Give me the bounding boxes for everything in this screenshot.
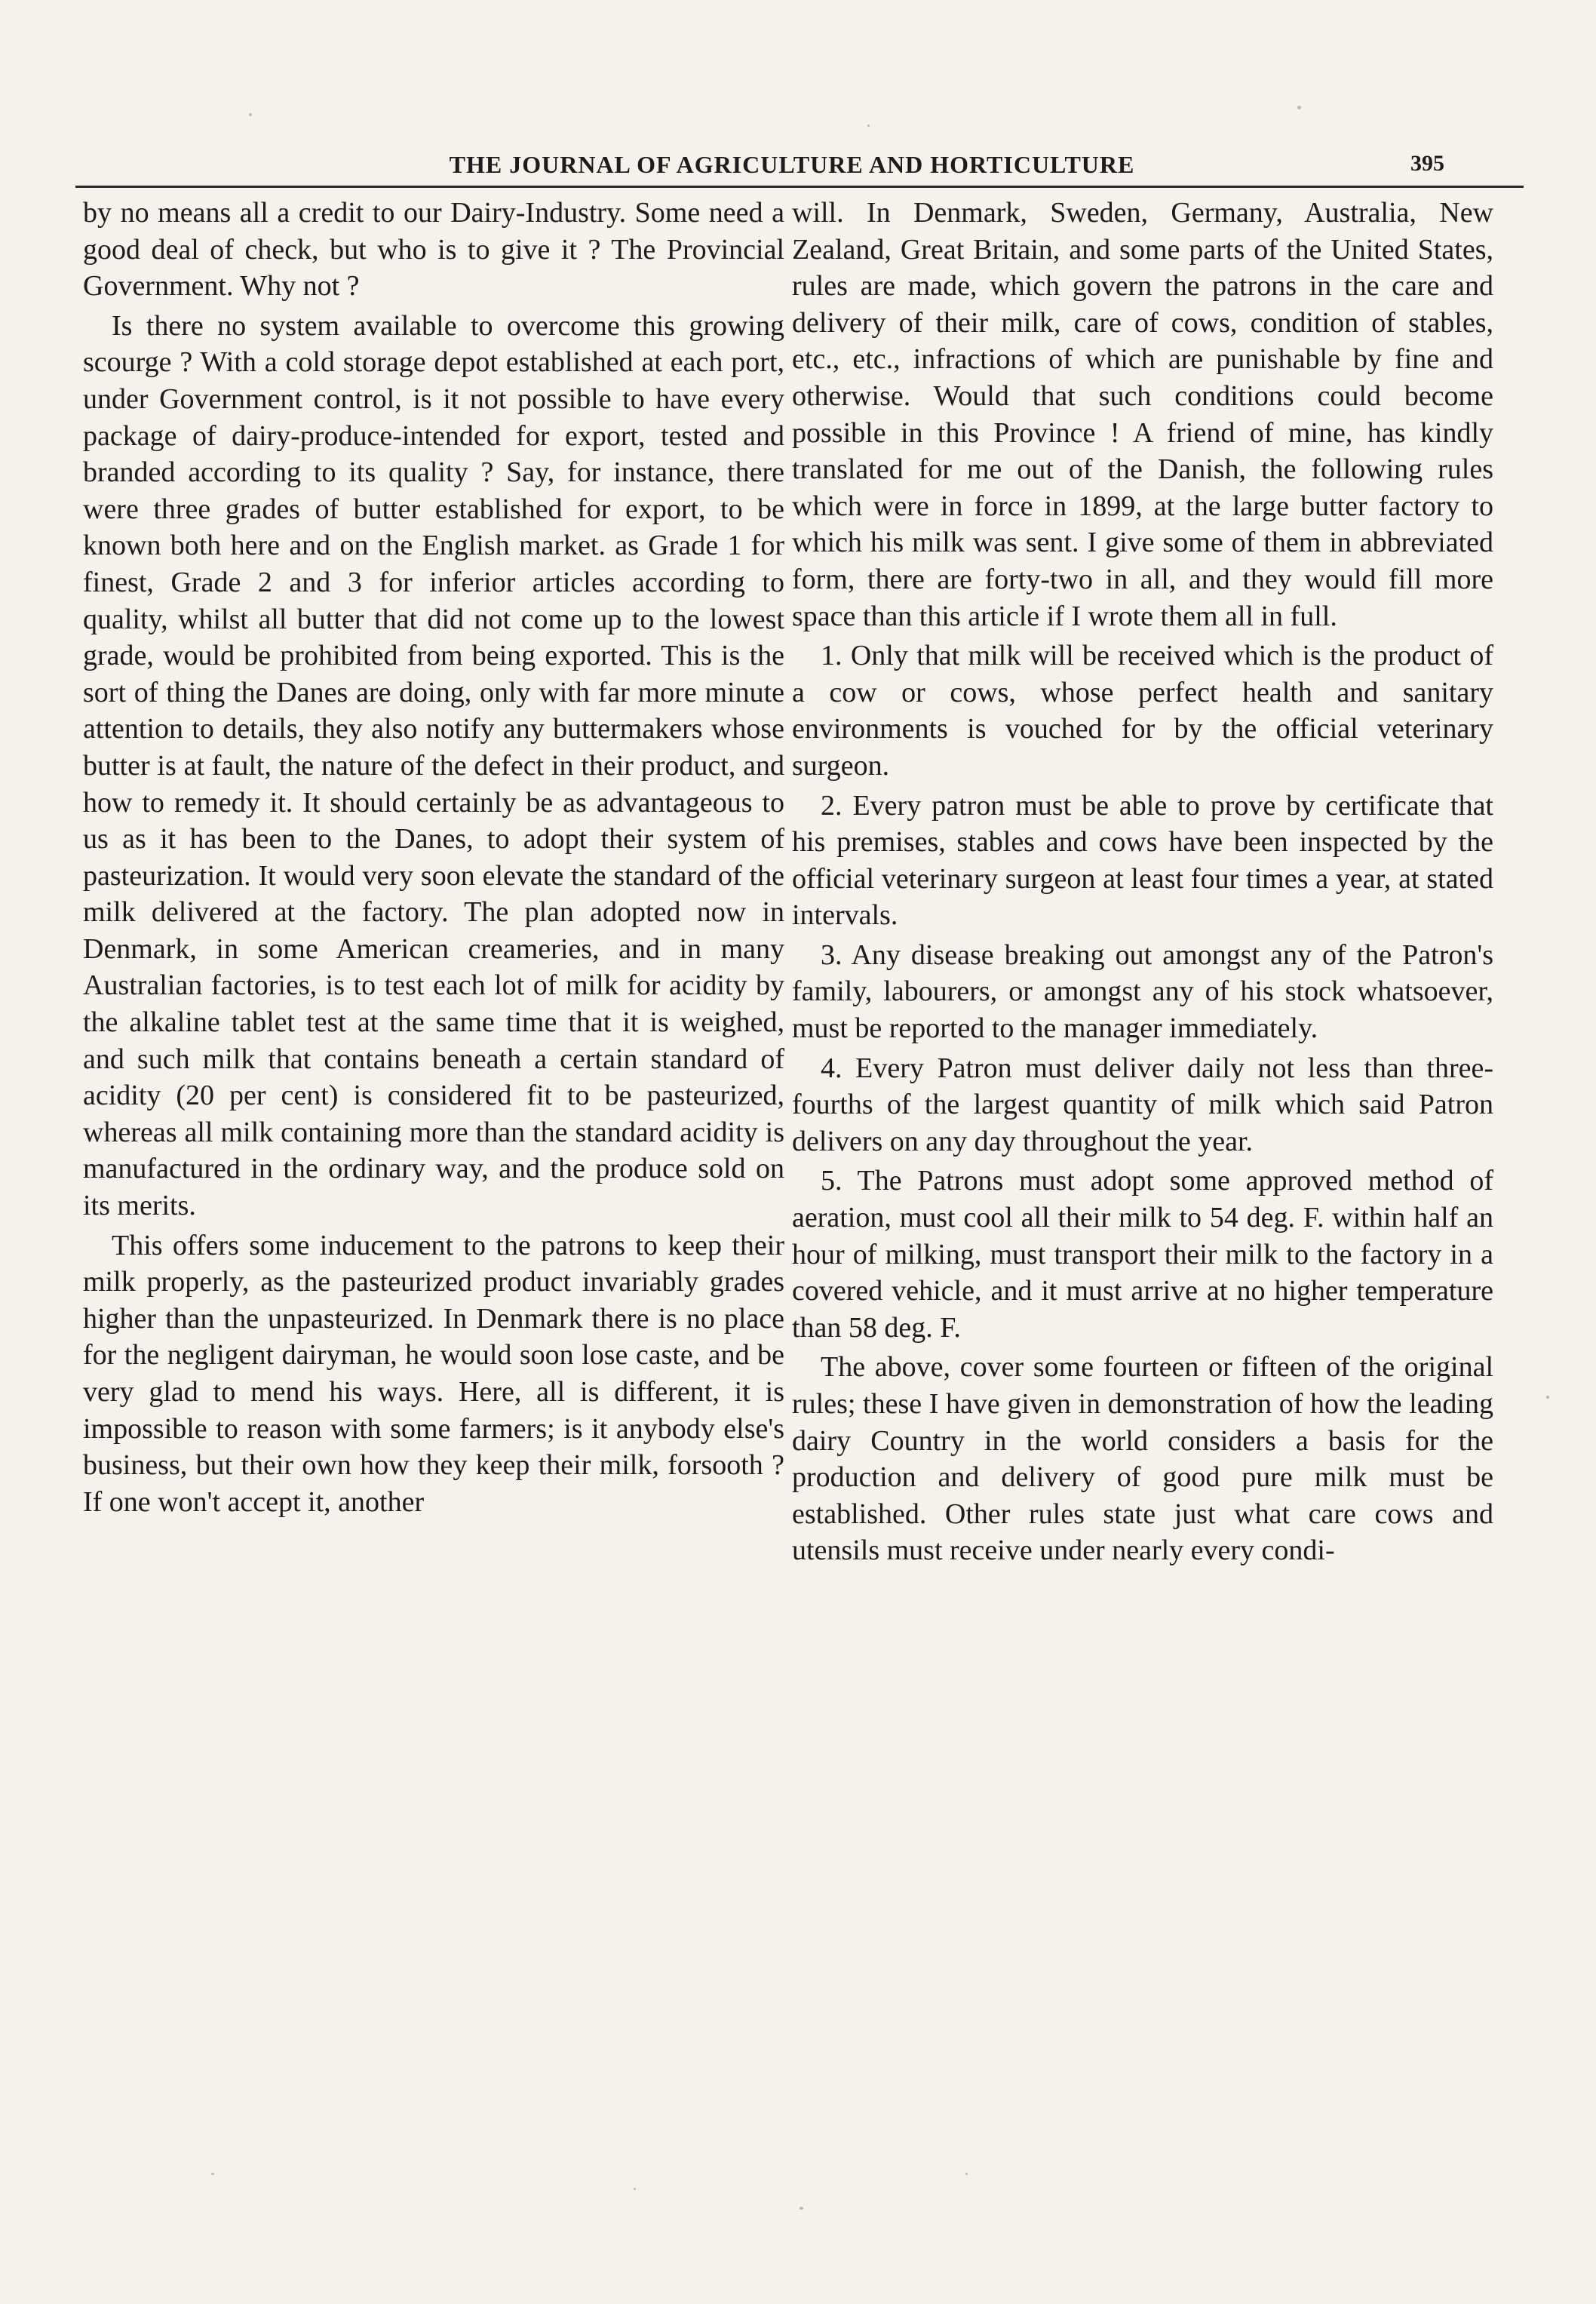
- scan-speck: [634, 2188, 636, 2190]
- running-head: THE JOURNAL OF AGRICULTURE AND HORTICULTURE: [449, 151, 1135, 178]
- scan-speck: [1297, 106, 1301, 109]
- scan-speck: [249, 113, 252, 116]
- scan-speck: [800, 2207, 803, 2210]
- rule-1: 1. Only that milk will be received which is the product of a cow or cows, whose perfect health and sanitary environments is vouched for by the official veterinary surgeon.: [792, 640, 1493, 782]
- left-paragraph-1: by no means all a credit to our Dairy-Industry. Some need a good deal of check, but who is to give it ? The Provincial Government. Why not ?: [83, 197, 784, 303]
- left-paragraph-3: This offers some inducement to the patrons to keep their milk properly, as the pasteurized product invariably grades higher than the unpasteurized. In Denmark there is no place for the negligent dairyman, he would soon lose caste, and be very glad to mend his ways. Here, all is different, it is impossible to reason with some farmers; is it anybody else's business, but their own how they keep their milk, forsooth ? If one won't accept it, another: [83, 1229, 784, 1518]
- rule-2: 2. Every patron must be able to prove by certificate that his premises, stables and cows have been inspected by the official veterinary surgeon at least four times a year, at stated intervals.: [792, 789, 1493, 932]
- left-column: [83, 195, 784, 1520]
- right-paragraph-closing: The above, cover some fourteen or fifteen of the original rules; these I have given in demonstration of how the leading dairy Country in the world considers a basis for the production and delivery of good pure milk must be established. Other rules state just what care cows and utensils must receive under nearly every condi-: [792, 1351, 1493, 1567]
- header-rule: [75, 186, 1524, 188]
- scan-speck: [211, 2173, 214, 2175]
- right-column: [792, 195, 1493, 1569]
- right-paragraph-1: will. In Denmark, Sweden, Germany, Australia, New Zealand, Great Britain, and some parts of the United States, rules are made, which govern the patrons in the care and delivery of their milk, care of cows, condition of stables, etc., etc., infractions of which are punishable by fine and otherwise. Would that such conditions could become possible in this Province ! A friend of mine, has kindly translated for me out of the Danish, the following rules which were in force in 1899, at the large butter factory to which his milk was sent. I give some of them in abbreviated form, there are forty-two in all, and they would fill more space than this article if I wrote them all in full.: [792, 197, 1493, 632]
- scan-speck: [1546, 1396, 1549, 1399]
- rule-4: 4. Every Patron must deliver daily not less than three-fourths of the largest quantity of milk which said Patron delivers on any day throughout the year.: [792, 1052, 1493, 1157]
- scan-speck: [867, 124, 870, 127]
- page-number: 395: [1410, 151, 1444, 176]
- scan-speck: [965, 2173, 968, 2175]
- left-paragraph-2: Is there no system available to overcome this growing scourge ? With a cold storage depot established at each port, under Government control, is it not possible to have every package of dairy-produce-intended for export, tested and branded according to its quality ? Say, for instance, there were three grades of butter established for export, to be known both here and on the English market. as Grade 1 for finest, Grade 2 and 3 for inferior articles according to quality, whilst all butter that did not come up to the lowest grade, would be prohibited from being exported. This is the sort of thing the Danes are doing, only with far more minute attention to details, they also notify any buttermakers whose butter is at fault, the nature of the defect in their product, and how to remedy it. It should certainly be as advantageous to us as it has been to the Danes, to adopt their system of pasteurization. It would very soon elevate the standard of the milk delivered at the factory. The plan adopted now in Denmark, in some American creameries, and in many Australian factories, is to test each lot of milk for acidity by the alkaline tablet test at the same time that it is weighed, and such milk that contains beneath a certain standard of acidity (20 per cent) is considered fit to be pasteurized, whereas all milk containing more than the standard acidity is manufactured in the ordinary way, and the produce sold on its merits.: [83, 309, 784, 1222]
- rule-5: 5. The Patrons must adopt some approved method of aeration, must cool all their milk to 54 deg. F. within half an hour of milking, must transport their milk to the factory in a covered vehicle, and it must arrive at no higher temperature than 58 deg. F.: [792, 1165, 1493, 1344]
- rule-3: 3. Any disease breaking out amongst any of the Patron's family, labourers, or amongst any of his stock whatsoever, must be reported to the manager immediately.: [792, 938, 1493, 1045]
